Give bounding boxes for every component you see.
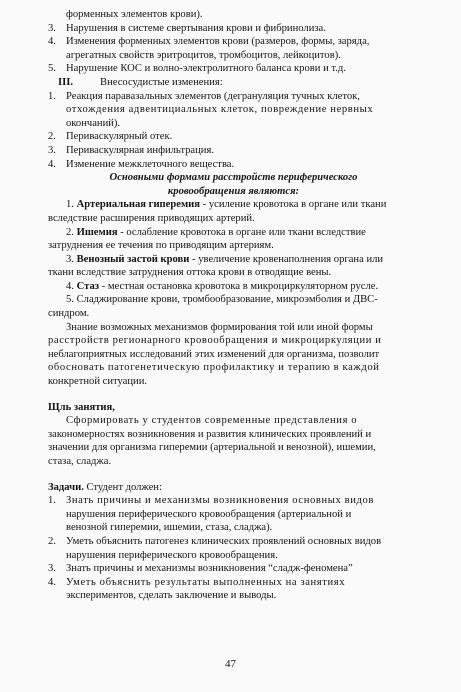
form-entry: 2. Ишемия - ослабление кровотока в органе или ткани вследствие затруднения ее течения по приводящим артериям. [48,226,366,252]
form-entry: 5. Сладжирование крови, тромбообразование, микроэмболия и ДВС- синдром. [48,294,378,320]
term: Стаз [76,280,100,292]
form-entry: 3. Венозный застой крови - увеличение кровенаполнения органа или ткани вследствие затруднения оттока крови в отводящие вены. [48,253,384,279]
section-heading: III. Внесосудистые изменения: [58,76,223,88]
form-entry: 1. Артериальная гиперемия - усиление кровотока в органе или ткани вследствие расширения приводящих артерий. [48,199,387,224]
list-item: 2. Периваскулярный отек. [48,131,173,143]
list-item: 1. Реакция паравазальных элементов (дегрануляция тучных клеток, отхождения адвентициальных клеток, повреждение нервных окончаний). [48,90,374,129]
list-item: 5. Нарушение КОС и волно-электролитного баланса крови и т.д. [48,63,346,75]
goal-paragraph: Сформировать у студентов современные представления о закономерностях возникновения и развития клинических проявлений и значении для организма гиперемии (артериальной и венозной), ишемии, стаза, сладжа. [48,415,376,467]
goal-title: Щль занятия, [48,401,115,413]
list-item: 4. Изменения форменных элементов крови (размеров, формы, заряда, агрегатных свойств эритроцитов, тромбоцитов, лейкоцитов). [48,36,370,61]
page-number: 47 [225,658,236,670]
list-item: 4. Изменение межклеточного вещества. [48,158,235,170]
tasks-title: Задачи. Студент должен: [48,481,162,493]
list-item: 3. Знать причины и механизмы возникновения “сладж-феномена” [48,563,353,575]
list-item: 2. Уметь объяснить патогенез клинических проявлений основных видов нарушения периферического кровообращения. [48,535,382,561]
list-item: 3. Нарушения в системе свертывания крови и фибринолиза. [48,22,326,34]
forms-heading: Основными формами расстройств периферического [109,172,358,184]
knowledge-paragraph: Знание возможных механизмов формирования той или иной формы расстройств регионарного кровообращения и микроциркуляции и неблагоприятных исследований этих изменений для организма, позволит обосновать патогенетическую профилактику и терапию в каждой конкретной ситуации. [48,321,382,388]
forms-heading-cont: кровообращения являются: [167,185,300,197]
list-item: 1. Знать причины и механизмы возникновения основных видов нарушения периферического кровообращения (артериальной и венозной гиперемии, ишемии, стаза, сладжа). [48,495,374,534]
list-item: 4. Уметь объяснить результаты выполненных на занятиях экспериментов, сделать заключение и выводы. [48,576,346,602]
form-entry: 4. Стаз - местная остановка кровотока в микроциркуляторном русле. [66,280,379,292]
list-continuation: форменных элементов крови). [66,9,203,20]
list-item: 3. Периваскулярная инфильтрация. [48,144,214,156]
term: Артериальная гиперемия [76,199,200,211]
term: Венозный застой крови [76,253,190,265]
term: Ишемия [76,226,118,238]
